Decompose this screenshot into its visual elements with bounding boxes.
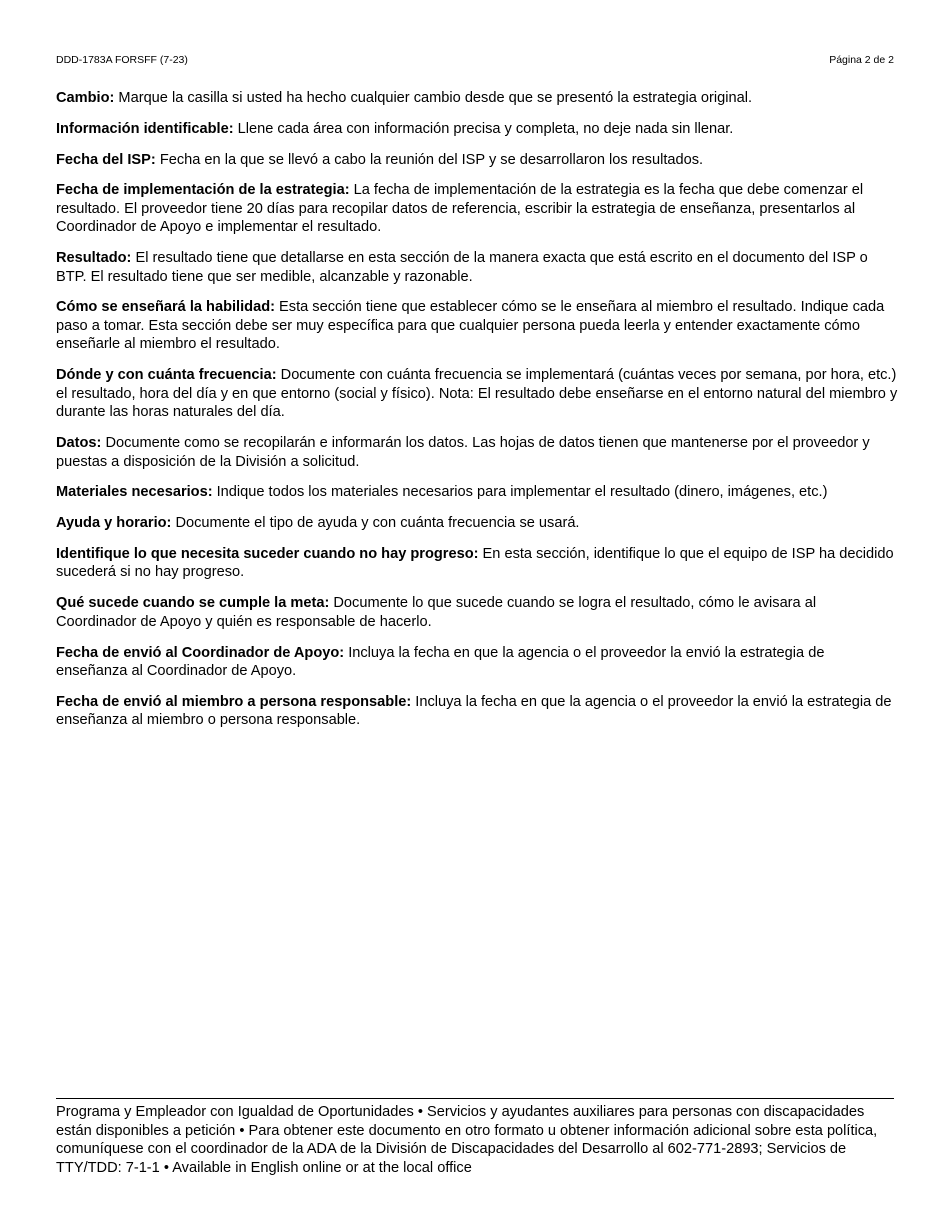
section-text: En esta sección, identifique lo que el equipo de ISP ha decidido sucederá si no hay progreso.	[56, 545, 894, 581]
section-text: Fecha en la que se llevó a cabo la reunión del ISP y se desarrollaron los resultados.	[155, 151, 704, 168]
section-fecha-implementacion	[56, 181, 898, 237]
section-envio-coordinador	[56, 644, 898, 681]
section-text: Documente con cuánta frecuencia se implementará (cuántas veces por semana, por hora, etc.) el resultado, hora del día y en que entorno (social y físico). Nota: El resultado debe enseñarse en el entorno natural del miembro y durante las horas naturales del día.	[56, 367, 898, 421]
section-term: Ayuda y horario:	[56, 515, 172, 532]
section-term: Fecha del ISP:	[56, 151, 156, 168]
section-cambio	[56, 89, 898, 108]
section-no-progreso	[56, 545, 898, 582]
section-text: La fecha de implementación de la estrategia es la fecha que debe comenzar el resultado. El proveedor tiene 20 días para recopilar datos de referencia, escribir la estrategia de enseñanza, presentarlos al Coordinador de Apoyo e implementar el resultado.	[56, 182, 864, 236]
section-donde-frecuencia	[56, 366, 898, 422]
section-cumple-meta	[56, 594, 898, 631]
section-term: Cómo se enseñará la habilidad:	[56, 299, 275, 316]
page-footer	[56, 1098, 894, 1178]
section-fecha-isp	[56, 151, 898, 170]
section-informacion-identificable	[56, 120, 898, 139]
section-term: Cambio:	[56, 90, 115, 106]
section-datos	[56, 434, 898, 471]
section-term: Información identificable:	[56, 120, 234, 137]
section-ayuda-horario	[56, 514, 898, 533]
section-como-se-ensenara	[56, 298, 898, 354]
instructions-body	[56, 89, 898, 742]
section-term: Fecha de envió al Coordinador de Apoyo:	[56, 644, 345, 661]
section-term: Qué sucede cuando se cumple la meta:	[56, 595, 330, 612]
section-text: Esta sección tiene que establecer cómo se le enseñara al miembro el resultado. Indique cada paso a tomar. Esta sección debe ser muy específica para que cualquier persona pueda leerla y entender exactamente cómo enseñarle al miembro el resultado.	[56, 299, 885, 353]
section-term: Dónde y con cuánta frecuencia:	[56, 367, 277, 384]
section-term: Fecha de envió al miembro a persona responsable:	[56, 693, 412, 710]
section-term: Datos:	[56, 435, 102, 452]
section-term: Materiales necesarios:	[56, 484, 213, 501]
section-text: Incluya la fecha en que la agencia o el proveedor la envió la estrategia de enseñanza al Coordinador de Apoyo.	[56, 644, 825, 680]
section-materiales	[56, 483, 898, 502]
section-term: Resultado:	[56, 250, 132, 267]
section-text: Marque la casilla si usted ha hecho cualquier cambio desde que se presentó la estrategia original.	[114, 90, 753, 106]
page-header	[56, 53, 894, 67]
section-text: Documente como se recopilarán e informarán los datos. Las hojas de datos tienen que mantenerse por el proveedor y puestas a disposición de la División a solicitud.	[56, 435, 870, 470]
section-envio-miembro	[56, 693, 898, 730]
section-text: Documente el tipo de ayuda y con cuánta frecuencia se usará.	[171, 515, 580, 532]
footer-text: Programa y Empleador con Igualdad de Oportunidades • Servicios y ayudantes auxiliares para personas con discapacidades están disponibles a petición • Para obtener este documento en otro formato u obtener información adicional sobre esta política, comuníquese con el coordinador de la ADA de la División de Discapacidades del Desarrollo al 602-771-2893; Servicios de TTY/TDD: 7-1-1 • Available in English online or at the local office	[56, 1104, 878, 1177]
page-number: Página 2 de 2	[829, 54, 894, 66]
section-term: Identifique lo que necesita suceder cuando no hay progreso:	[56, 545, 479, 562]
section-text: Incluya la fecha en que la agencia o el proveedor la envió la estrategia de enseñanza al miembro o persona responsable.	[56, 693, 892, 729]
section-term: Fecha de implementación de la estrategia:	[56, 182, 350, 199]
section-text: Documente lo que sucede cuando se logra el resultado, cómo le avisara al Coordinador de Apoyo y quién es responsable de hacerlo.	[56, 595, 817, 630]
section-text: El resultado tiene que detallarse en esta sección de la manera exacta que está escrito en el documento del ISP o BTP. El resultado tiene que ser medible, alcanzable y razonable.	[56, 250, 868, 285]
section-text: Llene cada área con información precisa y completa, no deje nada sin llenar.	[233, 120, 734, 137]
section-text: Indique todos los materiales necesarios para implementar el resultado (dinero, imágenes, etc.)	[212, 484, 828, 501]
form-id: DDD-1783A FORSFF (7-23)	[56, 54, 188, 66]
section-resultado	[56, 249, 898, 286]
